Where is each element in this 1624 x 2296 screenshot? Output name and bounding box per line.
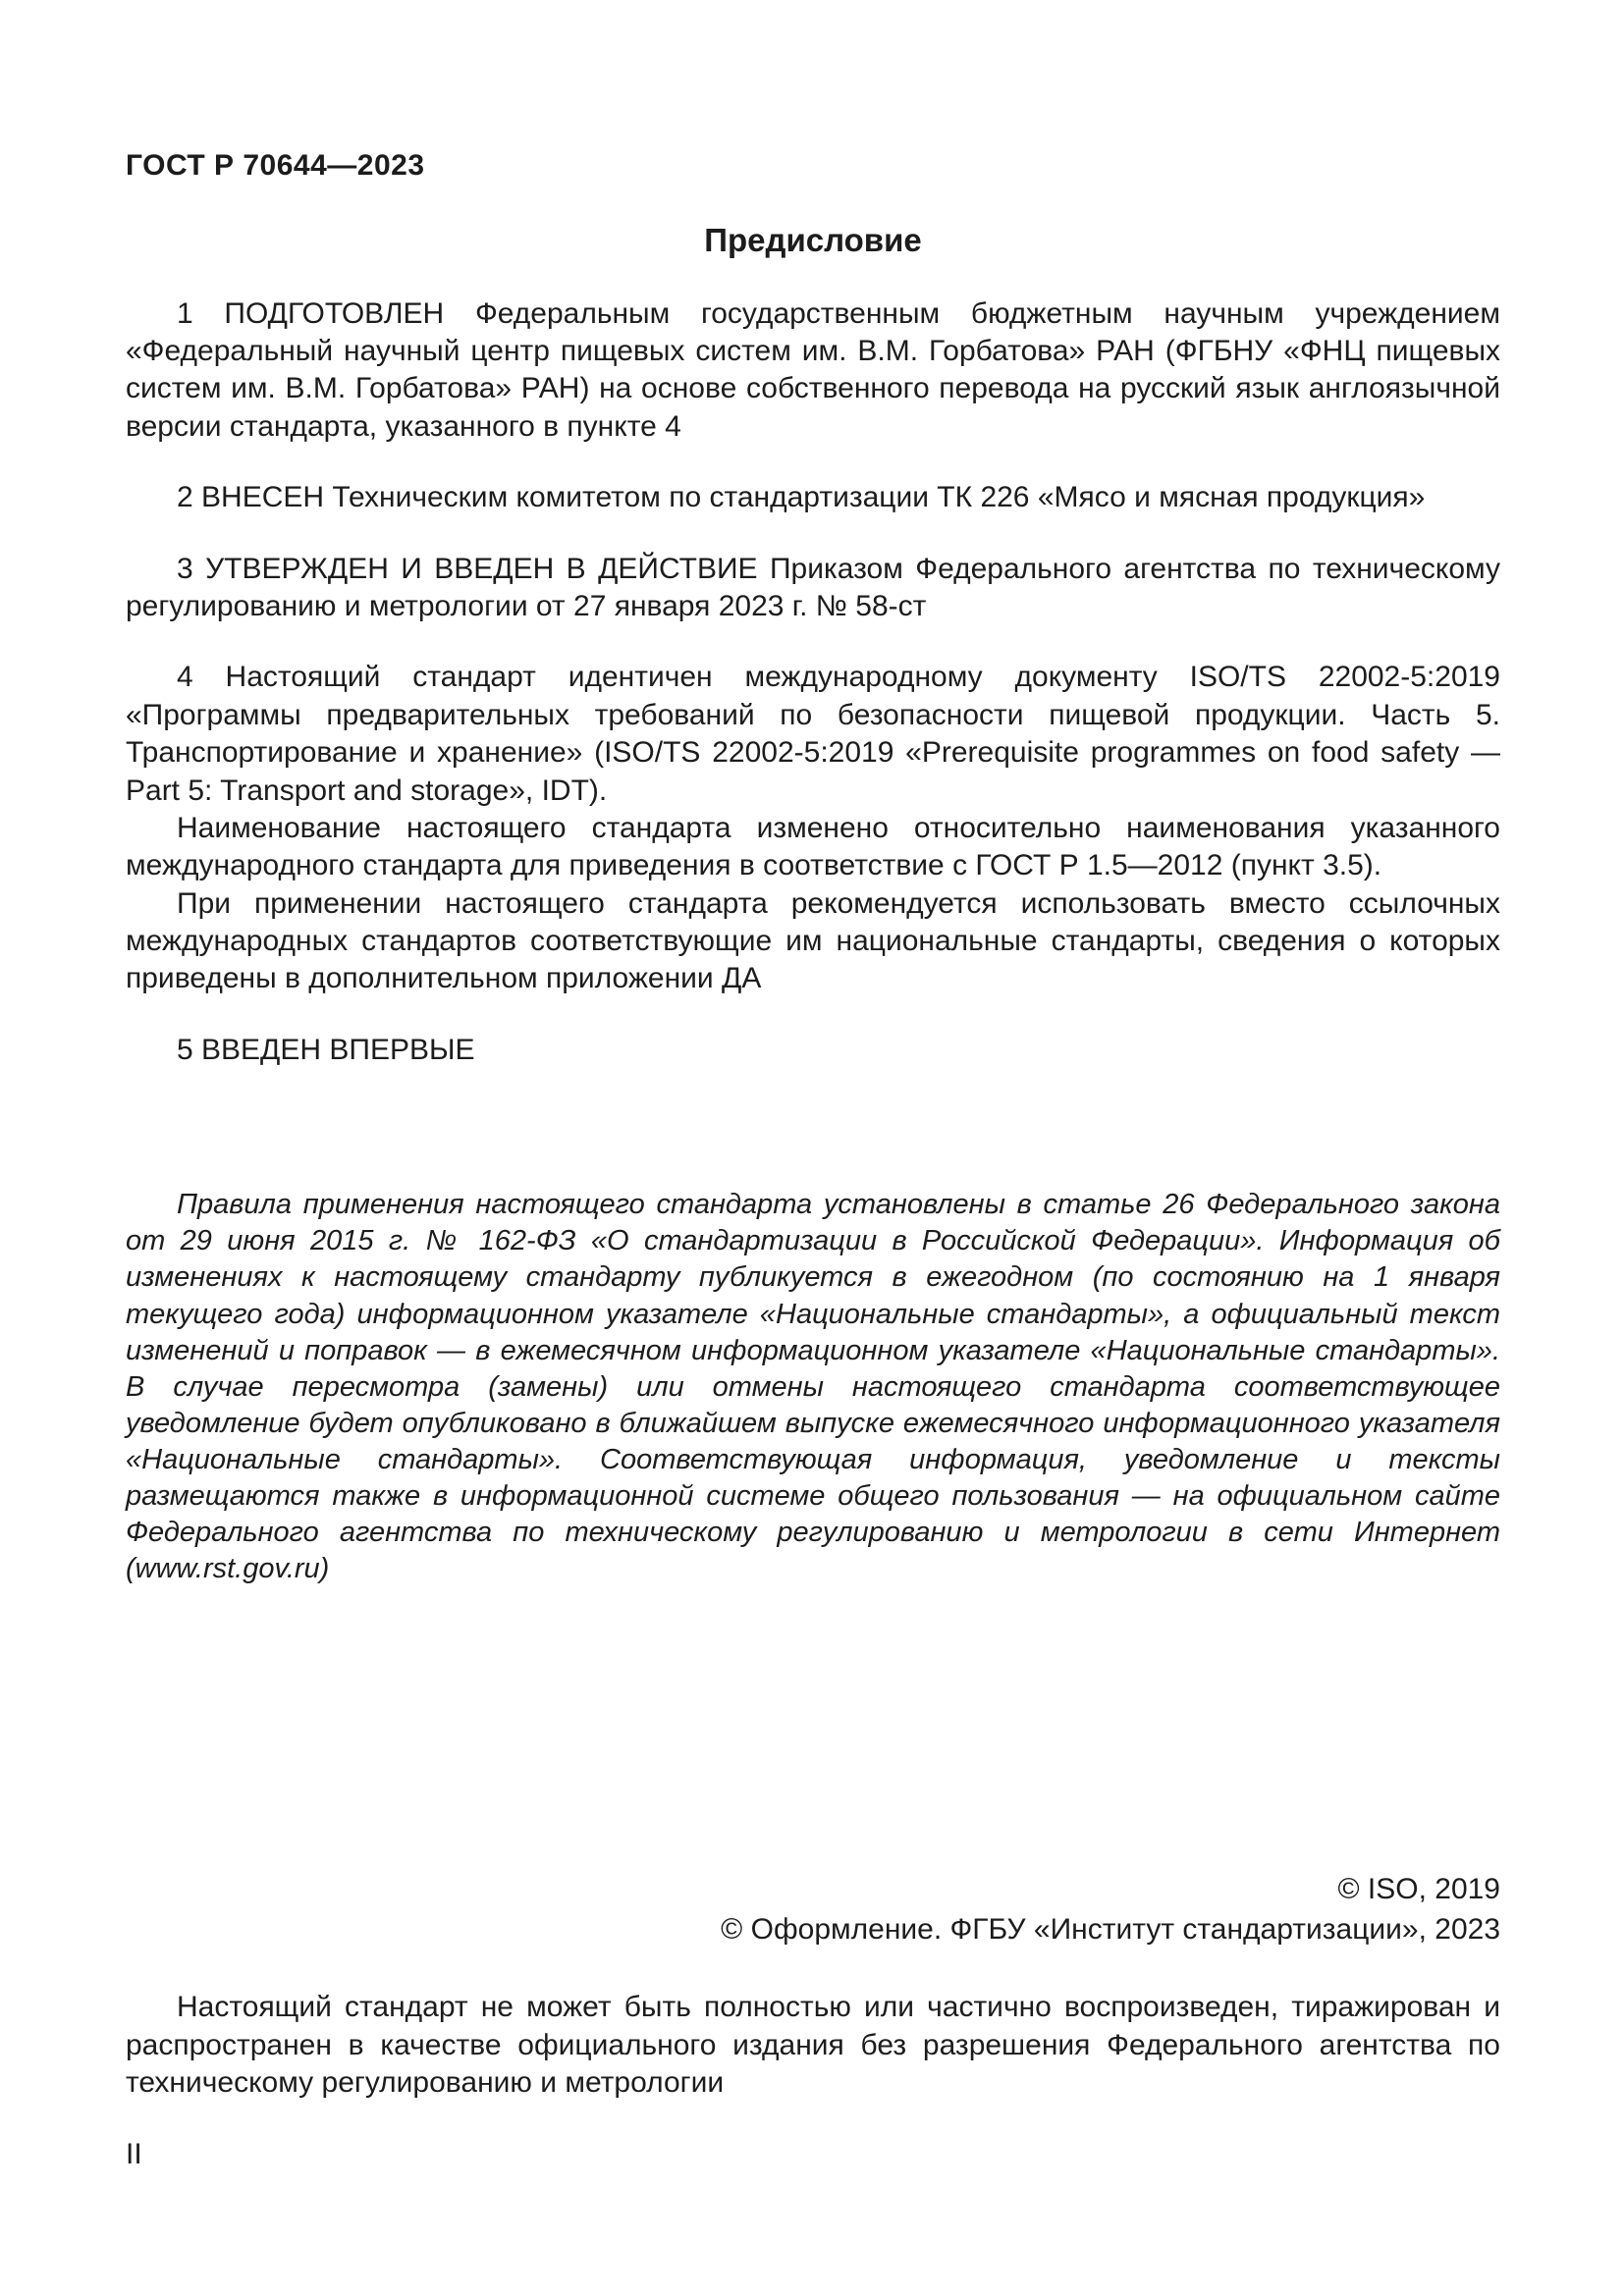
- copyright-block: [126, 1870, 1500, 1949]
- foreword-paragraph-3: 3 УТВЕРЖДЕН И ВВЕДЕН В ДЕЙСТВИЕ Приказом Федерального агентства по техническому регулированию и метрологии от 27 января 2023 г. № 58-ст: [126, 552, 1500, 622]
- blank-space: [126, 1587, 1500, 1870]
- restriction-notice: Настоящий стандарт не может быть полностью или частично воспроизведен, тиражирован и распространен в качестве официального издания без разрешения Федерального агентства по техническому регулированию и метрологии: [126, 1991, 1500, 2100]
- foreword-paragraph-1: 1 ПОДГОТОВЛЕН Федеральным государственным бюджетным научным учреждением «Федеральный научный центр пищевых систем им. В.М. Горбатова» РАН (ФГБНУ «ФНЦ пищевых систем им. В.М. Горбатова» РАН) на основе собственного перевода на русский язык англоязычной версии стандарта, указанного в пункте 4: [126, 296, 1500, 443]
- copyright-line-iso: © ISO, 2019: [1337, 1873, 1500, 1906]
- page-number: II: [126, 2137, 142, 2170]
- doc-number: ГОСТ Р 70644—2023: [126, 149, 425, 182]
- legal-notice: Правила применения настоящего стандарта установлены в статье 26 Федерального закона от 29 июня 2015 г. № 162-ФЗ «О стандартизации в Российской Федерации». Информация об изменениях к настоящему стандарту публикуется в ежегодном (по состоянию на 1 января текущего года) информационном указателе «Национальные стандарты», а официальный текст изменений и поправок — в ежемесячном информационном указателе «Национальные стандарты». В случае пересмотра (замены) или отмены настоящего стандарта соответствующее уведомление будет опубликовано в ближайшем выпуске ежемесячного информационного указателя «Национальные стандарты». Соответствующая информация, уведомление и тексты размещаются также в информационной системе общего пользования — на официальном сайте Федерального агентства по техническому регулированию и метрологии в сети Интернет (www.rst.gov.ru): [126, 1189, 1500, 1585]
- page-title: Предисловие: [704, 222, 922, 259]
- foreword-paragraph-4-note-1: Наименование настоящего стандарта изменено относительно наименования указанного международного стандарта для приведения в соответствие с ГОСТ Р 1.5—2012 (пункт 3.5).: [126, 811, 1500, 882]
- foreword-paragraph-4-note-2: При применении настоящего стандарта рекомендуется использовать вместо ссылочных международных стандартов соответствующие им национальные стандарты, сведения о которых приведены в дополнительном приложении ДА: [126, 886, 1500, 995]
- copyright-line-publisher: © Оформление. ФГБУ «Институт стандартизации», 2023: [721, 1912, 1500, 1946]
- foreword-paragraph-4: 4 Настоящий стандарт идентичен международному документу ISO/TS 22002-5:2019 «Программы предварительных требований по безопасности пищевой продукции. Часть 5. Транспортирование и хранение» (ISO/TS 22002-5:2019 «Prerequisite programmes on food safety — Part 5: Transport and storage», IDT).: [126, 661, 1500, 807]
- foreword-paragraph-5: 5 ВВЕДЕН ВПЕРВЫЕ: [177, 1033, 475, 1066]
- foreword-paragraph-2: 2 ВНЕСЕН Техническим комитетом по стандартизации ТК 226 «Мясо и мясная продукция»: [177, 481, 1426, 514]
